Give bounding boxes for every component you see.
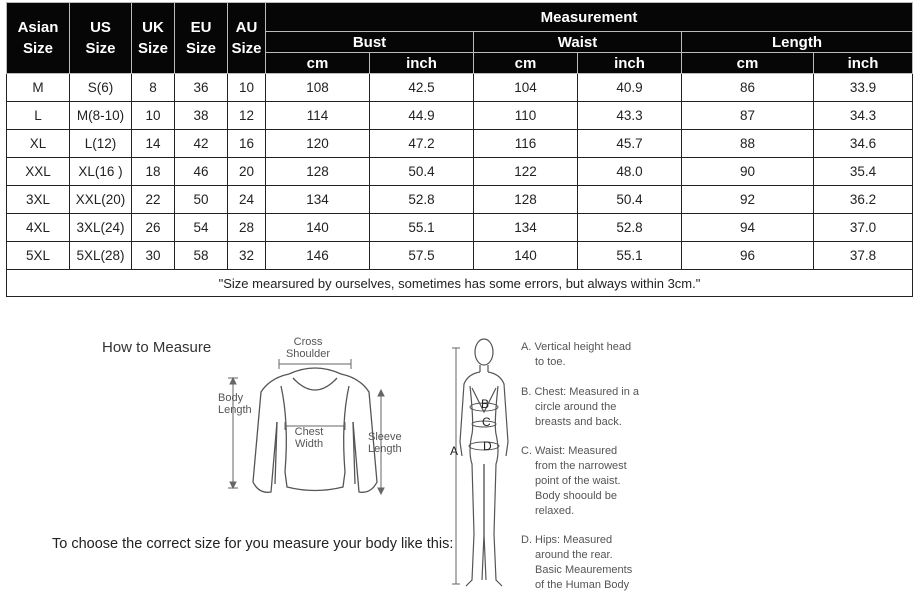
- header-length: Length: [682, 32, 913, 53]
- header-unit: inch: [814, 53, 913, 74]
- table-cell: 12: [228, 102, 266, 130]
- header-uk-size: UK Size: [132, 3, 175, 74]
- table-cell: 10: [228, 74, 266, 102]
- table-cell: 96: [682, 242, 814, 270]
- chest-width-label: Chest Width: [294, 426, 324, 450]
- table-cell: 47.2: [370, 130, 474, 158]
- table-cell: 44.9: [370, 102, 474, 130]
- marker-d: D: [483, 439, 492, 453]
- table-cell: 18: [132, 158, 175, 186]
- table-cell: 86: [682, 74, 814, 102]
- table-cell: 28: [228, 214, 266, 242]
- table-row: [7, 186, 913, 214]
- table-cell: 134: [266, 186, 370, 214]
- sleeve-length-label: Sleeve Length: [368, 431, 402, 455]
- table-cell: 90: [682, 158, 814, 186]
- table-row: [7, 130, 913, 158]
- table-cell: 24: [228, 186, 266, 214]
- header-au-size: AU Size: [228, 3, 266, 74]
- size-chart-table: [6, 2, 913, 297]
- table-row: [7, 158, 913, 186]
- table-cell: 42.5: [370, 74, 474, 102]
- marker-a: A: [450, 444, 459, 458]
- table-cell: XXL(20): [70, 186, 132, 214]
- table-cell: 32: [228, 242, 266, 270]
- how-to-measure-title: How to Measure: [102, 339, 212, 356]
- table-cell: M: [7, 74, 70, 102]
- table-cell: 140: [474, 242, 578, 270]
- table-cell: 58: [175, 242, 228, 270]
- table-cell: 116: [474, 130, 578, 158]
- table-cell: 87: [682, 102, 814, 130]
- table-cell: 3XL(24): [70, 214, 132, 242]
- table-cell: 114: [266, 102, 370, 130]
- table-cell: 37.8: [814, 242, 913, 270]
- table-cell: 37.0: [814, 214, 913, 242]
- table-cell: 16: [228, 130, 266, 158]
- table-cell: 104: [474, 74, 578, 102]
- table-cell: 57.5: [370, 242, 474, 270]
- table-cell: L(12): [70, 130, 132, 158]
- table-row: [7, 102, 913, 130]
- table-cell: 50.4: [370, 158, 474, 186]
- table-cell: 14: [132, 130, 175, 158]
- table-cell: 140: [266, 214, 370, 242]
- table-cell: 120: [266, 130, 370, 158]
- table-cell: 50: [175, 186, 228, 214]
- table-cell: 8: [132, 74, 175, 102]
- header-unit: cm: [266, 53, 370, 74]
- table-cell: 34.6: [814, 130, 913, 158]
- header-eu-size: EU Size: [175, 3, 228, 74]
- table-cell: 122: [474, 158, 578, 186]
- table-cell: 22: [132, 186, 175, 214]
- table-cell: 35.4: [814, 158, 913, 186]
- table-cell: 30: [132, 242, 175, 270]
- table-cell: 50.4: [578, 186, 682, 214]
- table-cell: 52.8: [578, 214, 682, 242]
- table-cell: 43.3: [578, 102, 682, 130]
- table-row: [7, 214, 913, 242]
- table-cell: M(8-10): [70, 102, 132, 130]
- table-cell: 40.9: [578, 74, 682, 102]
- table-cell: 3XL: [7, 186, 70, 214]
- table-cell: 26: [132, 214, 175, 242]
- header-bust: Bust: [266, 32, 474, 53]
- table-cell: 54: [175, 214, 228, 242]
- table-cell: 52.8: [370, 186, 474, 214]
- table-cell: XL: [7, 130, 70, 158]
- marker-b: B: [481, 397, 490, 411]
- cross-shoulder-label: Cross Shoulder: [285, 336, 331, 360]
- header-unit: cm: [682, 53, 814, 74]
- legend-item-hips: D. Hips: Measured around the rear. Basic Meaurements of the Human Body: [521, 534, 633, 591]
- table-cell: 36: [175, 74, 228, 102]
- table-cell: 33.9: [814, 74, 913, 102]
- table-cell: 55.1: [370, 214, 474, 242]
- table-cell: 146: [266, 242, 370, 270]
- table-cell: 36.2: [814, 186, 913, 214]
- header-unit: inch: [370, 53, 474, 74]
- table-cell: 5XL(28): [70, 242, 132, 270]
- choose-size-instruction: To choose the correct size for you measure your body like this:: [52, 536, 454, 552]
- table-cell: 4XL: [7, 214, 70, 242]
- note-row: [7, 270, 913, 297]
- table-cell: 128: [474, 186, 578, 214]
- table-cell: 38: [175, 102, 228, 130]
- header-us-size: US Size: [70, 3, 132, 74]
- table-cell: 34.3: [814, 102, 913, 130]
- legend-item-height: A. Vertical height head to toe.: [521, 341, 632, 368]
- size-note: "Size mearsured by ourselves, sometimes has some errors, but always within 3cm.": [7, 270, 913, 297]
- table-cell: 128: [266, 158, 370, 186]
- header-unit: inch: [578, 53, 682, 74]
- header-waist: Waist: [474, 32, 682, 53]
- legend-item-chest: B. Chest: Measured in a circle around the breasts and back.: [521, 386, 640, 428]
- table-cell: 88: [682, 130, 814, 158]
- header-asian-size: Asian Size: [7, 3, 70, 74]
- body-figure-diagram: [448, 334, 518, 596]
- body-length-label: Body Length: [218, 392, 252, 416]
- table-cell: 48.0: [578, 158, 682, 186]
- table-cell: 108: [266, 74, 370, 102]
- header-unit: cm: [474, 53, 578, 74]
- marker-c: C: [482, 415, 491, 429]
- table-cell: 45.7: [578, 130, 682, 158]
- table-cell: S(6): [70, 74, 132, 102]
- table-cell: L: [7, 102, 70, 130]
- legend-item-waist: C. Waist: Measured from the narrowest point of the waist. Body shoould be relaxed.: [521, 445, 627, 517]
- table-cell: 55.1: [578, 242, 682, 270]
- table-cell: 110: [474, 102, 578, 130]
- table-cell: 46: [175, 158, 228, 186]
- table-cell: 5XL: [7, 242, 70, 270]
- table-cell: 42: [175, 130, 228, 158]
- table-cell: 134: [474, 214, 578, 242]
- header-measurement: Measurement: [266, 3, 913, 32]
- table-cell: XL(16 ): [70, 158, 132, 186]
- table-cell: 92: [682, 186, 814, 214]
- table-cell: 10: [132, 102, 175, 130]
- table-cell: 20: [228, 158, 266, 186]
- table-row: [7, 74, 913, 102]
- table-cell: XXL: [7, 158, 70, 186]
- table-row: [7, 242, 913, 270]
- table-cell: 94: [682, 214, 814, 242]
